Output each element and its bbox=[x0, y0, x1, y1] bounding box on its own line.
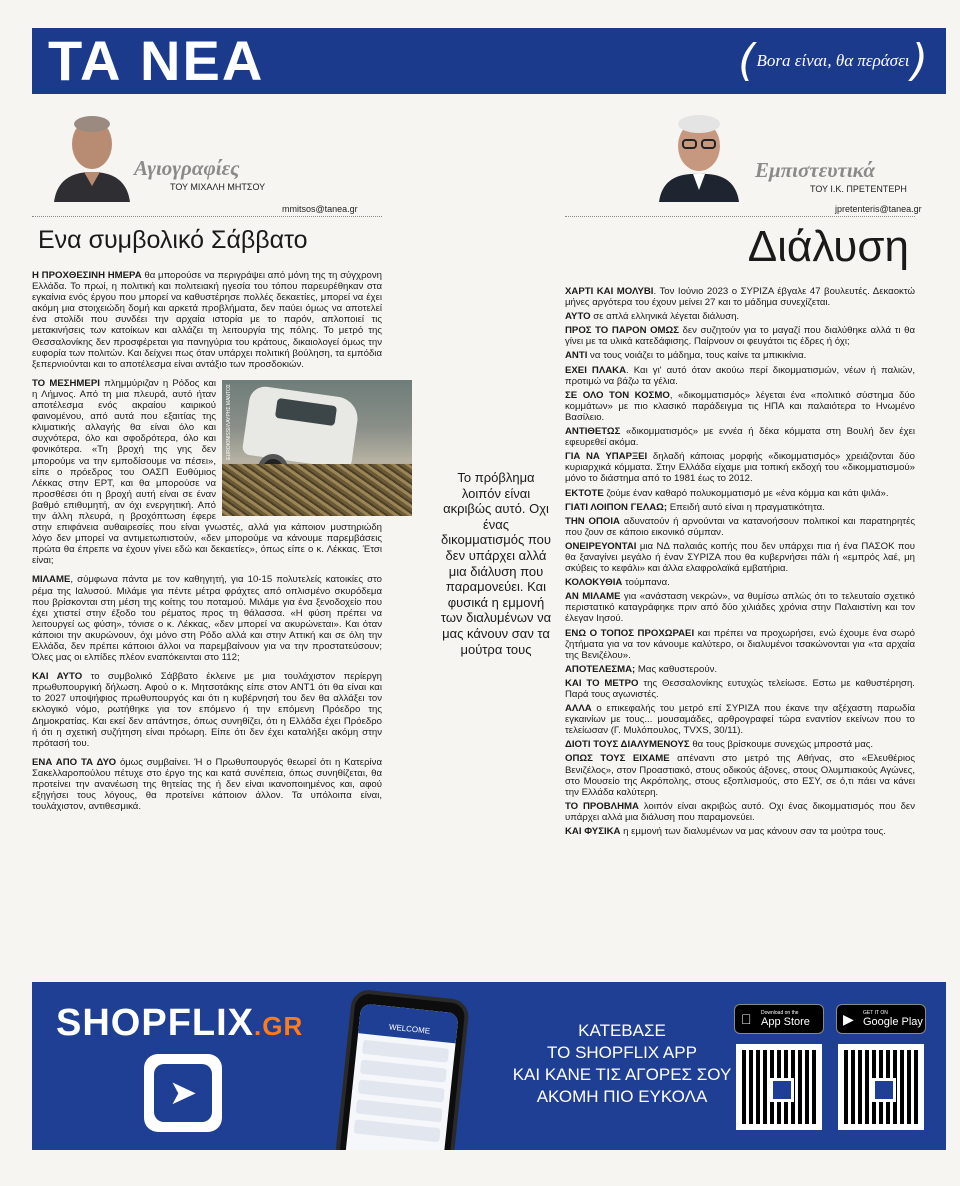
apple-icon bbox=[741, 1011, 752, 1027]
phone-header: WELCOME bbox=[358, 1003, 459, 1043]
flood-photo bbox=[222, 380, 412, 516]
left-paren-icon: ( bbox=[738, 35, 756, 86]
column-title-left: Αγιογραφίες bbox=[134, 156, 240, 180]
paragraph: ΕΚΤΟΤΕ ζούμε έναν καθαρό πολυκομματισμό με «ένα κόμμα και κάτι ψιλά». bbox=[565, 487, 889, 499]
author-name-right: ΤΟΥ Ι.Κ. ΠΡΕΤΕΝΤΕΡΗ bbox=[810, 184, 907, 194]
download-cta: ΚΑΤΕΒΑΣΕ ΤΟ SHOPFLIX APP ΚΑΙ ΚΑΝΕ ΤΙΣ ΑΓΟΡΕΣ ΣΟΥ ΑΚΟΜΗ ΠΙΟ ΕΥΚΟΛΑ bbox=[512, 1021, 732, 1106]
phone-row bbox=[360, 1060, 447, 1083]
author-photo-mitsos bbox=[48, 110, 136, 202]
shopflix-ad-banner[interactable] bbox=[32, 982, 946, 1150]
author-name-left: ΤΟΥ ΜΙΧΑΛΗ ΜΗΤΣΟΥ bbox=[170, 182, 266, 192]
author-photo-pretenteris bbox=[655, 110, 743, 202]
article-body-right bbox=[565, 286, 915, 837]
paragraph: ΔΙΟΤΙ ΤΟΥΣ ΔΙΑΛΥΜΕΝΟΥΣ θα τους βρίσκουμε συνεχώς μπροστά μας. bbox=[565, 739, 874, 751]
paragraph: ΤΗΝ ΟΠΟΙΑ αδυνατούν ή αρνούνται να κατανοήσουν πολιτικοί και παρατηρητές που ζουν σε κάποιο εικονικό σύμπαν. bbox=[565, 515, 915, 538]
paragraph: ΚΑΙ ΤΟ ΜΕΤΡΟ της Θεσσαλονίκης ευτυχώς τελείωσε. Εστω με καθυστέρηση. Παρά τους αγωνιστές. bbox=[565, 677, 915, 700]
play-icon: ▶ bbox=[843, 1011, 854, 1027]
masthead bbox=[32, 28, 946, 94]
paragraph: ΠΡΟΣ ΤΟ ΠΑΡΟΝ ΟΜΩΣ δεν συζητούν για το μαγαζί που διαλύθηκε αλλά τι θα γίνει με τα υλικά κατεδάφισης. Παίρνουν οι φευγάτοι τις έδρες ή όχι; bbox=[565, 325, 915, 348]
left-byline bbox=[32, 110, 382, 222]
pull-quote: Το πρόβλημα λοιπόν είναι ακριβώς αυτό. Οχι ένας δικομματισμός που δεν υπάρχει αλλά μια διάλυση που παραμονεύει. Και φυσικά η εμμονή των διαλυμένων να μας κάνουν σαν τα μούτρα τους bbox=[440, 470, 552, 657]
paragraph: ΟΝΕΙΡΕΥΟΝΤΑΙ μια ΝΔ παλαιάς κοπής που δεν υπάρχει πια ή ένα ΠΑΣΟΚ που θα ξαναγίνει μεγάλο ή έναν ΣΥΡΙΖΑ που θα κυβερνήσει πάλι ή «εμπρός λαέ, μη σκύβεις το κεφάλι» και άλλα ελαφρολαϊκά εμβατήρια. bbox=[565, 540, 915, 575]
headline-left: Ενα συμβολικό Σάββατο bbox=[38, 226, 308, 254]
qr-code-google-play[interactable] bbox=[838, 1044, 924, 1130]
headline-right: Διάλυση bbox=[747, 222, 909, 271]
byline-divider bbox=[565, 216, 915, 217]
article-body-left bbox=[32, 270, 382, 812]
paragraph: EUROKINISSI/ΛΑΥΡΗΣ ΜΑΝΤΟΣ ΤΟ ΜΕΣΗΜΕΡΙ πλημμύριζαν η Ρόδος και η Λήμνος. Από τη μια πλευρά, αυτό ήταν αποτέλεσμα ενός ακραίου καιρικού φαινομένου, από αυτά που εξαιτίας της κλιματικής αλλαγής θα είναι όλο και συχνότερα, όλο και σφοδρότερα, όλο και φονικότερα. «Τη βροχή της γης δεν μπορούμε να την εμποδίσουμε να πέσει», είπε ο πρόεδρος του ΟΑΣΠ Ευθύμιος Λέκκας στην ΕΡΤ, και θα μπορούσε να προσθέσει ότι η βροχή αυτή είναι σε έναν βαθμό επιθυμητή, αν όχι ενεργητική. Από την άλλη πλευρά, η βροχόπτωση έφερε στην επιφάνεια αυθαιρεσίες που είναι γνωστές, αλλά για κάποιον μυστηριώδη λόγο δεν μπορεί να αντιμετωπιστούν, «δεν μπορούμε να κάνουμε παρεμβάσεις πρώτα θα έπρεπε να έχουν γίνει εδώ και δεκαετίες», όπως είπε ο κ. Λέκκας. Έτσι είναι; bbox=[32, 378, 382, 567]
phone-mockup bbox=[332, 988, 470, 1150]
paragraph: ΑΝ ΜΙΛΑΜΕ για «ανάσταση νεκρών», να θυμίσω απλώς ότι το τελευταίο σχετικό περιστατικό καταγράφηκε πριν από δύο χιλιάδες χρόνια στην Παλαιστίνη και τον έλεγαν Ιησού. bbox=[565, 591, 915, 625]
phone-row bbox=[362, 1040, 449, 1063]
paragraph: ΟΠΩΣ ΤΟΥΣ ΕΙΧΑΜΕ απέναντι στο μετρό της Αθήνας, στο «Ελευθέριος Βενιζέλος», στον Προαστιακό, στους οδικούς άξονες, στους Ολυμπιακούς Αγώνες, στο Μουσείο της Ακρόπολης, στους εξοπλισμούς, στο ΕΣΥ, σε ό,τι πάει να κάνει την Ελλάδα καλύτερη. bbox=[565, 753, 915, 798]
phone-row bbox=[354, 1119, 441, 1142]
paragraph: ΑΥΤΟ σε απλά ελληνικά λέγεται διάλυση. bbox=[565, 311, 740, 323]
phone-screen bbox=[343, 1003, 458, 1150]
paragraph: ΜΙΛΑΜΕ, σύμφωνα πάντα με τον καθηγητή, για 10-15 πολυτελείς κατοικίες στο ρέμα της Ιαλυσού. Μιλάμε για πέντε μέτρα φράχτες από οπλισμένο σκυρόδεμα που βρίσκονται στη μέση της κοίτης του ποταμού. Μιλάμε για ένα ξενοδοχείο που έχει χτιστεί στην έξοδο του ρέματος προς τη θάλασσα. «Η φύση πρέπει να λειτουργεί ως φύση», τόνισε ο κ. Λέκκας, «δεν μπορεί να ακυρώνεται». Και όταν κάποιοι την ακυρώνουν, όχι μόνο στη Ρόδο αλλά και στην Αττική και σε όλη την Ελλάδα, δεν πρέπει κάποιοι άλλοι να παρεμβαίνουν για να την προστατεύσουν; Όλες μας οι ελπίδες πλέον εναπόκεινται στο 112; bbox=[32, 574, 382, 664]
byline-divider bbox=[32, 216, 382, 217]
right-column bbox=[565, 110, 922, 840]
paragraph: ΑΝΤΙΘΕΤΩΣ «δικομματισμός» με εννέα ή δέκα κόμματα στη Βουλή δεν έχει εφευρεθεί ακόμα. bbox=[565, 426, 915, 449]
paragraph: ΧΑΡΤΙ ΚΑΙ ΜΟΛΥΒΙ. Τον Ιούνιο 2023 ο ΣΥΡΙΖΑ έβγαλε 47 βουλευτές. Δεκαοκτώ μήνες αργότερα του έχουν μείνει 27 και το μάδημα συνεχίζεται. bbox=[565, 286, 915, 309]
right-paren-icon: ) bbox=[910, 35, 928, 86]
photo-credit: EUROKINISSI/ΛΑΥΡΗΣ ΜΑΝΤΟΣ bbox=[226, 383, 232, 460]
google-play-badge[interactable]: ▶ GET IT ON Google Play bbox=[836, 1004, 926, 1034]
paragraph: ΕΧΕΙ ΠΛΑΚΑ. Και γι' αυτό όταν ακούω περί δικομματισμών, νέων ή παλιών, προτιμώ να βάζω τα γέλια. bbox=[565, 364, 915, 387]
paragraph: ΕΝΩ Ο ΤΟΠΟΣ ΠΡΟΧΩΡΑΕΙ και πρέπει να προχωρήσει, ενώ έχουμε ένα σωρό ζητήματα για να τον κάνουμε καλύτερο, οι διαλυμένοι τσακώνονται για «τα αρχαία της Βενιζέλου». bbox=[565, 627, 915, 661]
author-email-left[interactable]: mmitsos@tanea.gr bbox=[282, 204, 358, 214]
app-store-badge[interactable]: Download on the App Store bbox=[734, 1004, 824, 1034]
shopflix-app-icon[interactable] bbox=[144, 1054, 222, 1132]
phone-row bbox=[356, 1099, 443, 1122]
column-title-right: Εμπιστευτικά bbox=[755, 158, 876, 182]
paragraph: ΑΝΤΙ να τους νοιάζει το μάδημα, τους καίνε τα μπικικίνια. bbox=[565, 350, 807, 362]
paragraph: Η ΠΡΟΧΘΕΣΙΝΗ ΗΜΕΡΑ θα μπορούσε να περιγράψει από μόνη της τη σύγχρονη Ελλάδα. Το πρωί, η πολιτική και πολιτειακή ηγεσία του τόπου παρευρέθηκαν στα εγκαίνια ενός έργου που μπορεί να καθυστέρησε πολλές δεκαετίες, μπορεί να έχει ακόμη μια στοιχειώδη δομή και αρκετά προβλήματα, δεν παύει όμως να αποτελεί ένα στολίδι που συνδέει την αρχαία ιστορία με το παρόν, απλοποιεί τις μετακινήσεις των κατοίκων και αλλάζει τη λειτουργία της πόλης. Το μετρό της Θεσσαλονίκης δεν προσφέρεται για πανηγύρια του κράτους, δικαιολογεί όμως την ευφορία των πολιτών. Και δείχνει πως όταν υπάρχει πολιτική βούληση, τα εμπόδια ξεπερνιούνται και το αποτέλεσμα είναι αντάξιο των προσδοκιών. bbox=[32, 270, 382, 370]
right-byline bbox=[565, 110, 922, 222]
paragraph: ΑΠΟΤΕΛΕΣΜΑ; Μας καθυστερούν. bbox=[565, 663, 718, 675]
slogan-text: Βοra είναι, θα περάσει bbox=[756, 51, 910, 70]
paragraph: ΚΑΙ ΑΥΤΟ το συμβολικό Σάββατο έκλεινε με μια τουλάχιστον περίεργη πρωθυπουργική δήλωση. Αφού ο κ. Μητσοτάκης είπε στον ΑΝΤ1 ότι θα είναι και το 2027 υποψήφιος πρωθυπουργός και ότι η κυβέρνησή του δεν θα αλλάξει τον εκλογικό νόμο, ρωτήθηκε για τον επόμενο ή την επόμενη Πρόεδρο της Δημοκρατίας. Και εκεί δεν απάντησε, όπως συνηθίζει, ότι η Ελλάδα έχει Πρόεδρο ή ότι η σχετική συζήτηση είναι πρόωρη. Είπε ότι δεν έχει καταλήξει ακόμη στην πρότασή του. bbox=[32, 671, 382, 749]
car-shape bbox=[242, 385, 361, 470]
paragraph: ΤΟ ΠΡΟΒΛΗΜΑ λοιπόν είναι ακριβώς αυτό. Οχι ένας δικομματισμός που δεν υπάρχει αλλά μια διάλυση που παραμονεύει. bbox=[565, 800, 915, 823]
paragraph: ΓΙΑΤΙ ΛΟΙΠΟΝ ΓΕΛΑΩ; Επειδή αυτό είναι η πραγματικότητα. bbox=[565, 501, 825, 513]
paragraph: ΑΛΛΑ ο επικεφαλής του μετρό επί ΣΥΡΙΖΑ που έκανε την αξέχαστη παρωδία εγκαινίων με τους... μουσαμάδες, αρθρογραφεί τώρα εναντίον εκείνων που το τελείωσαν (Γ. Μυλόπουλος, TVXS, 30/11). bbox=[565, 703, 915, 737]
qr-code-app-store[interactable] bbox=[736, 1044, 822, 1130]
paragraph: ΚΑΙ ΦΥΣΙΚΑ η εμμονή των διαλυμένων να μας κάνουν σαν τα μούτρα τους. bbox=[565, 826, 886, 838]
paragraph: ΓΙΑ ΝΑ ΥΠΑΡΞΕΙ δηλαδή κάποιας μορφής «δικομματισμός» χρειάζονται δύο κυριαρχικά κόμματα. Στην Ελλάδα είχαμε μια τοπική εκδοχή του «δικομματισμού» μόνο το διάστημα από το 1981 έως το 2012. bbox=[565, 451, 915, 485]
cursor-icon: ➤ bbox=[154, 1064, 212, 1122]
author-email-right[interactable]: jpretenteris@tanea.gr bbox=[835, 204, 922, 214]
shopflix-logo: SHOPFLIX.GR bbox=[56, 1002, 304, 1044]
paragraph: ΚΟΛΟΚΥΘΙΑ τούμπανα. bbox=[565, 577, 670, 589]
newspaper-logo: ΤΑ ΝΕΑ bbox=[48, 29, 265, 92]
left-column bbox=[32, 110, 382, 820]
paragraph: ΕΝΑ ΑΠΟ ΤΑ ΔΥΟ όμως συμβαίνει. Ή ο Πρωθυπουργός θεωρεί ότι η Κατερίνα Σακελλαροπούλου πέτυχε στο έργο της και κατά συνέπεια, όπως συνηθίζεται, θα προτείνει την ανανέωση της θητείας της ή δεν είναι ικανοποιημένος και, αφού εξηγήσει τους λόγους, θα προτείνει κάποιον άλλον. Τα υπόλοιπα είναι, τουλάχιστον, αντιθεσμικά. bbox=[32, 756, 382, 813]
masthead-slogan bbox=[738, 36, 928, 86]
paragraph: ΣΕ ΟΛΟ ΤΟΝ ΚΟΣΜΟ, «δικομματισμός» λέγεται ένα «πολιτικό σύστημα δύο κομμάτων» με πιο κλασικό παράδειγμα τις ΗΠΑ και παλαιότερα το Ηνωμένο Βασίλειο. bbox=[565, 389, 915, 423]
phone-row bbox=[358, 1080, 445, 1103]
debris-shape bbox=[222, 464, 412, 516]
